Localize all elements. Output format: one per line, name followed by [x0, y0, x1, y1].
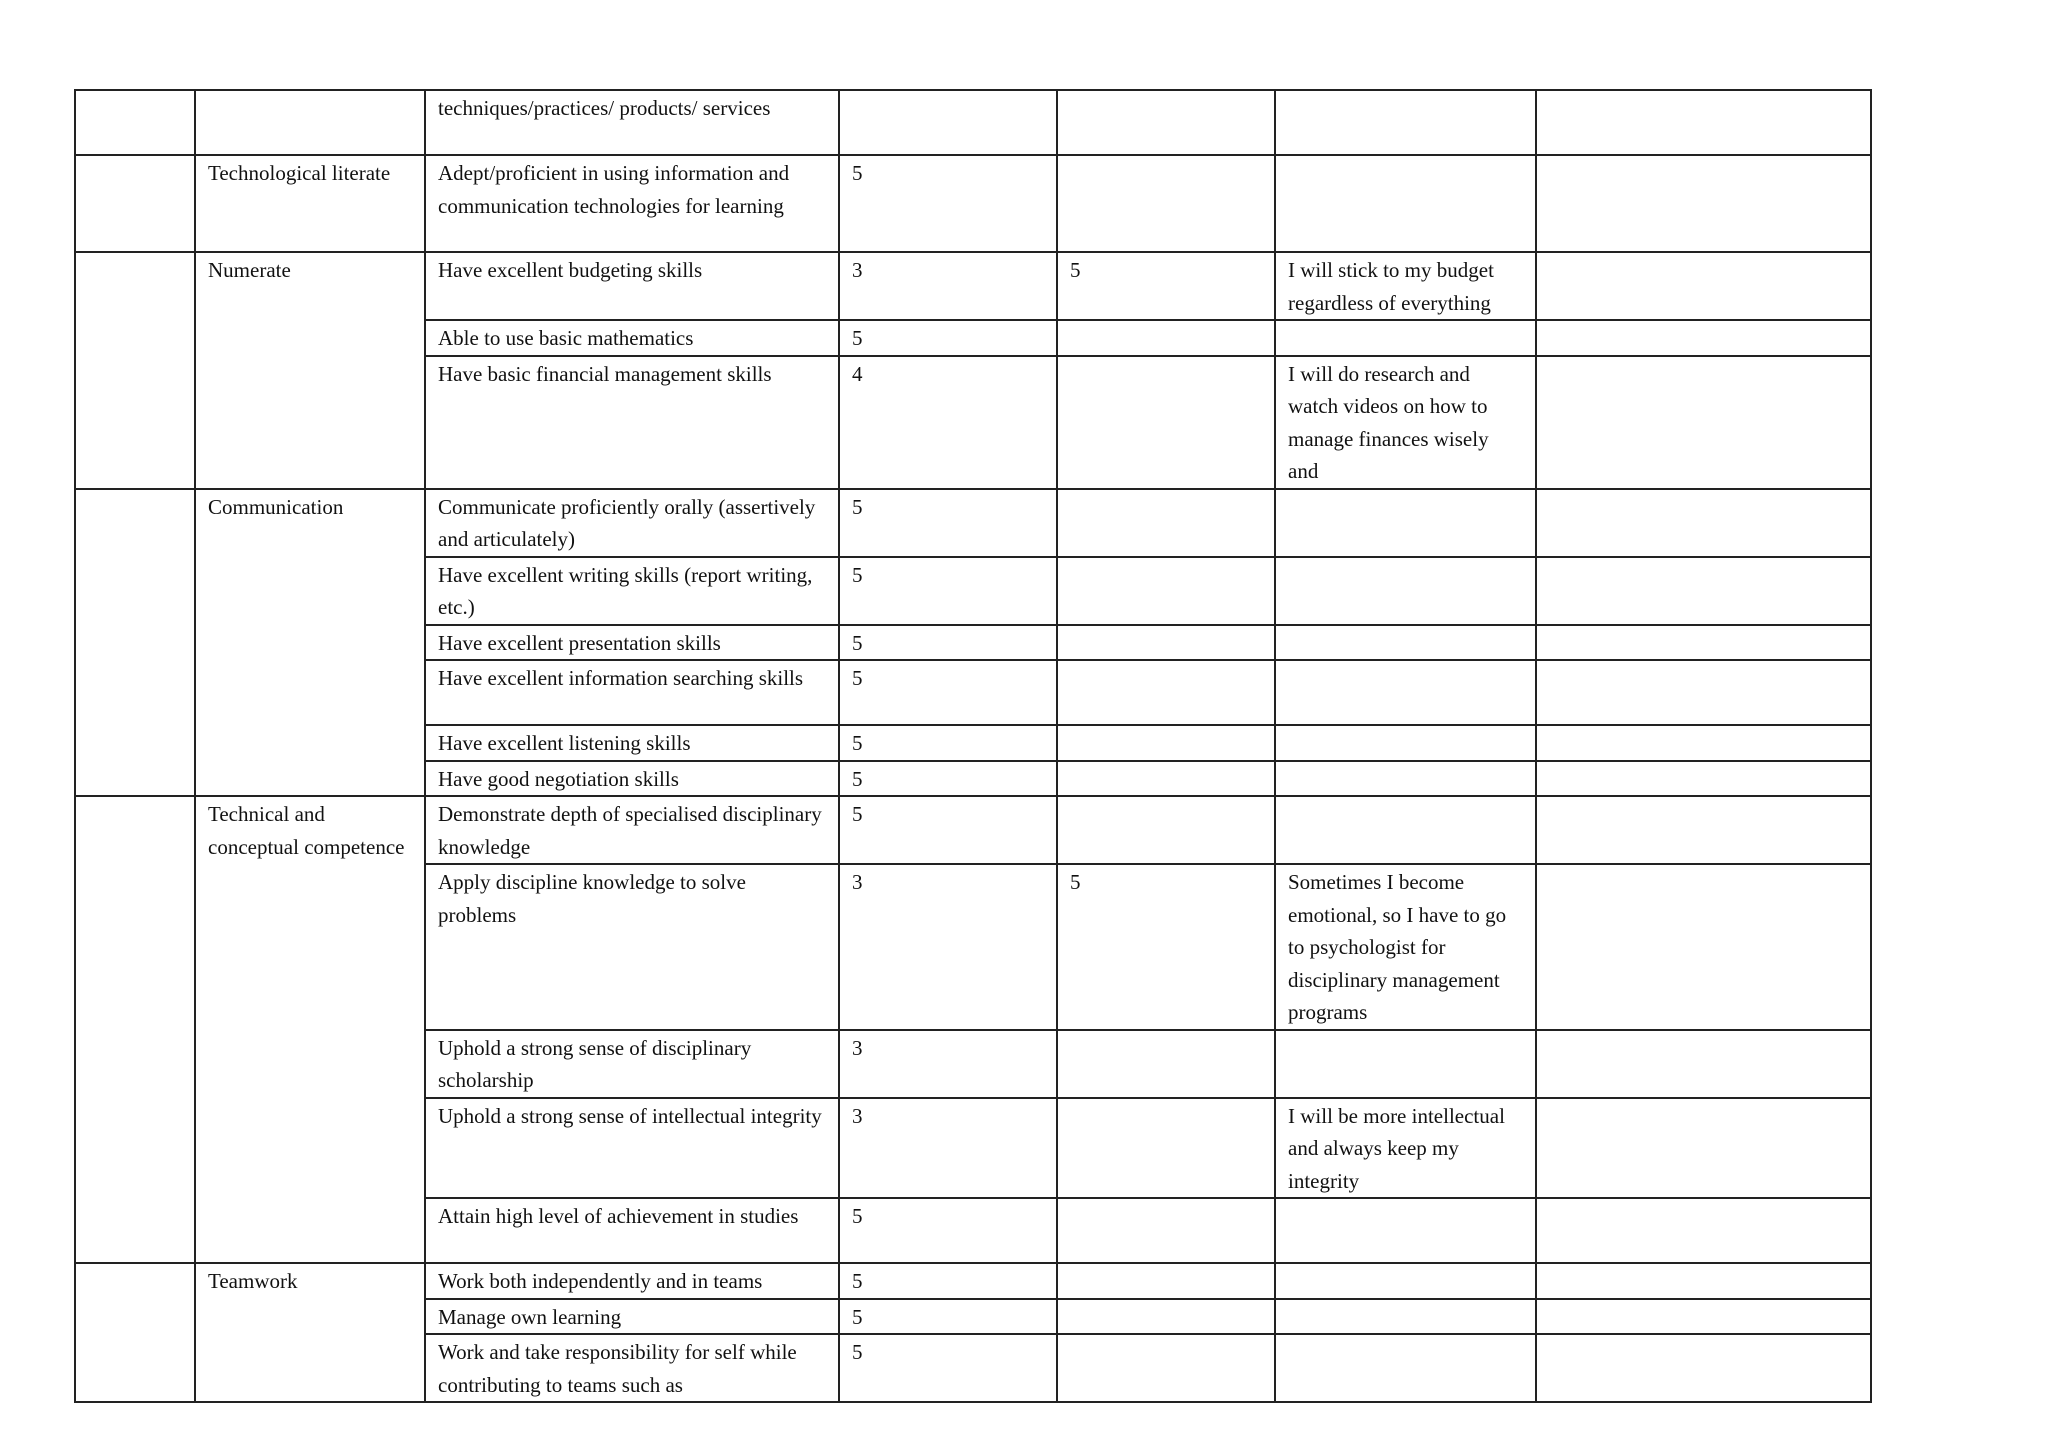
- action-plan-cell: [1275, 320, 1536, 356]
- notes-cell: [1536, 660, 1871, 725]
- current-rating-cell: 5: [839, 1198, 1057, 1263]
- current-rating-cell: 5: [839, 796, 1057, 864]
- skill-cell: techniques/practices/ products/ services: [425, 90, 839, 155]
- skill-cell: Have good negotiation skills: [425, 761, 839, 797]
- action-plan-cell: [1275, 761, 1536, 797]
- notes-cell: [1536, 489, 1871, 557]
- target-rating-cell: 5: [1057, 252, 1275, 320]
- target-rating-cell: [1057, 660, 1275, 725]
- notes-cell: [1536, 155, 1871, 252]
- action-plan-cell: [1275, 625, 1536, 661]
- current-rating-cell: 5: [839, 660, 1057, 725]
- category-cell: Teamwork: [195, 1263, 425, 1402]
- current-rating-cell: 3: [839, 864, 1057, 1030]
- target-rating-cell: [1057, 489, 1275, 557]
- target-rating-cell: [1057, 1198, 1275, 1263]
- target-rating-cell: 5: [1057, 864, 1275, 1030]
- notes-cell: [1536, 90, 1871, 155]
- target-rating-cell: [1057, 155, 1275, 252]
- competency-table: [74, 89, 1872, 1403]
- skill-cell: Have excellent listening skills: [425, 725, 839, 761]
- skill-cell: Uphold a strong sense of intellectual integrity: [425, 1098, 839, 1199]
- skill-cell: Communicate proficiently orally (assertively and articulately): [425, 489, 839, 557]
- category-cell: Communication: [195, 489, 425, 797]
- action-plan-cell: [1275, 1030, 1536, 1098]
- current-rating-cell: 5: [839, 557, 1057, 625]
- skill-cell: Manage own learning: [425, 1299, 839, 1335]
- index-cell: [75, 489, 195, 797]
- target-rating-cell: [1057, 761, 1275, 797]
- action-plan-cell: [1275, 489, 1536, 557]
- target-rating-cell: [1057, 1334, 1275, 1402]
- action-plan-cell: I will be more intellectual and always keep my integrity: [1275, 1098, 1536, 1199]
- current-rating-cell: 5: [839, 489, 1057, 557]
- notes-cell: [1536, 1098, 1871, 1199]
- notes-cell: [1536, 252, 1871, 320]
- table-row: [75, 90, 1871, 155]
- notes-cell: [1536, 1030, 1871, 1098]
- target-rating-cell: [1057, 356, 1275, 489]
- index-cell: [75, 1263, 195, 1402]
- index-cell: [75, 155, 195, 252]
- target-rating-cell: [1057, 320, 1275, 356]
- target-rating-cell: [1057, 1098, 1275, 1199]
- table-row: [75, 489, 1871, 557]
- skill-cell: Attain high level of achievement in studies: [425, 1198, 839, 1263]
- table-row: [75, 1263, 1871, 1299]
- action-plan-cell: I will do research and watch videos on how to manage finances wisely and: [1275, 356, 1536, 489]
- current-rating-cell: 3: [839, 1030, 1057, 1098]
- current-rating-cell: 5: [839, 1334, 1057, 1402]
- action-plan-cell: Sometimes I become emotional, so I have to go to psychologist for disciplinary management programs: [1275, 864, 1536, 1030]
- skill-cell: Work and take responsibility for self while contributing to teams such as: [425, 1334, 839, 1402]
- skill-cell: Apply discipline knowledge to solve problems: [425, 864, 839, 1030]
- current-rating-cell: [839, 90, 1057, 155]
- notes-cell: [1536, 761, 1871, 797]
- skill-cell: Have excellent budgeting skills: [425, 252, 839, 320]
- current-rating-cell: 5: [839, 725, 1057, 761]
- category-cell: Numerate: [195, 252, 425, 489]
- notes-cell: [1536, 1334, 1871, 1402]
- category-cell: [195, 90, 425, 155]
- action-plan-cell: [1275, 1299, 1536, 1335]
- skill-cell: Able to use basic mathematics: [425, 320, 839, 356]
- skill-cell: Demonstrate depth of specialised disciplinary knowledge: [425, 796, 839, 864]
- target-rating-cell: [1057, 1030, 1275, 1098]
- competency-table-body: [75, 90, 1871, 1402]
- target-rating-cell: [1057, 625, 1275, 661]
- notes-cell: [1536, 1263, 1871, 1299]
- current-rating-cell: 3: [839, 1098, 1057, 1199]
- table-row: [75, 796, 1871, 864]
- notes-cell: [1536, 320, 1871, 356]
- current-rating-cell: 5: [839, 155, 1057, 252]
- notes-cell: [1536, 864, 1871, 1030]
- notes-cell: [1536, 1299, 1871, 1335]
- notes-cell: [1536, 625, 1871, 661]
- action-plan-cell: [1275, 1334, 1536, 1402]
- skill-cell: Have excellent information searching skills: [425, 660, 839, 725]
- skill-cell: Have excellent writing skills (report writing, etc.): [425, 557, 839, 625]
- table-row: [75, 252, 1871, 320]
- skill-cell: Adept/proficient in using information and communication technologies for learning: [425, 155, 839, 252]
- action-plan-cell: [1275, 1263, 1536, 1299]
- target-rating-cell: [1057, 725, 1275, 761]
- action-plan-cell: [1275, 90, 1536, 155]
- current-rating-cell: 5: [839, 625, 1057, 661]
- current-rating-cell: 5: [839, 1299, 1057, 1335]
- action-plan-cell: [1275, 557, 1536, 625]
- target-rating-cell: [1057, 1263, 1275, 1299]
- current-rating-cell: 5: [839, 320, 1057, 356]
- action-plan-cell: [1275, 725, 1536, 761]
- target-rating-cell: [1057, 796, 1275, 864]
- skill-cell: Uphold a strong sense of disciplinary scholarship: [425, 1030, 839, 1098]
- action-plan-cell: [1275, 796, 1536, 864]
- category-cell: Technical and conceptual competence: [195, 796, 425, 1263]
- notes-cell: [1536, 1198, 1871, 1263]
- notes-cell: [1536, 725, 1871, 761]
- current-rating-cell: 5: [839, 761, 1057, 797]
- current-rating-cell: 3: [839, 252, 1057, 320]
- skill-cell: Have basic financial management skills: [425, 356, 839, 489]
- action-plan-cell: [1275, 155, 1536, 252]
- table-row: [75, 155, 1871, 252]
- action-plan-cell: I will stick to my budget regardless of everything: [1275, 252, 1536, 320]
- notes-cell: [1536, 557, 1871, 625]
- skill-cell: Work both independently and in teams: [425, 1263, 839, 1299]
- target-rating-cell: [1057, 557, 1275, 625]
- action-plan-cell: [1275, 1198, 1536, 1263]
- current-rating-cell: 4: [839, 356, 1057, 489]
- category-cell: Technological literate: [195, 155, 425, 252]
- action-plan-cell: [1275, 660, 1536, 725]
- current-rating-cell: 5: [839, 1263, 1057, 1299]
- index-cell: [75, 796, 195, 1263]
- target-rating-cell: [1057, 1299, 1275, 1335]
- index-cell: [75, 252, 195, 489]
- skill-cell: Have excellent presentation skills: [425, 625, 839, 661]
- notes-cell: [1536, 356, 1871, 489]
- index-cell: [75, 90, 195, 155]
- target-rating-cell: [1057, 90, 1275, 155]
- notes-cell: [1536, 796, 1871, 864]
